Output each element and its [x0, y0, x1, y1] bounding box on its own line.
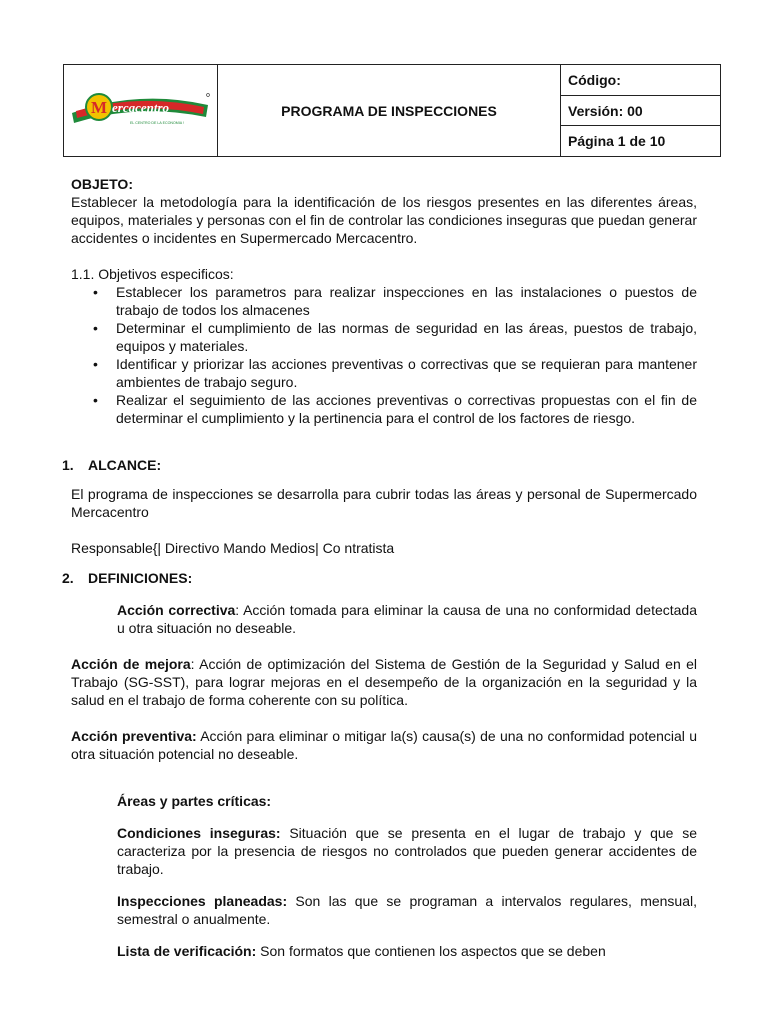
definition-term: Acción correctiva: [117, 602, 236, 618]
logo-tagline: EL CENTRO DE LA ECONOMIA !: [130, 121, 184, 125]
mercacentro-logo: [68, 87, 212, 131]
document-meta: [561, 65, 720, 156]
definiciones-section-heading: [62, 569, 697, 587]
definition-text: Son formatos que contienen los aspectos que se deben: [256, 943, 606, 959]
section-title: ALCANCE:: [88, 457, 162, 473]
list-item: • Identificar y priorizar las acciones preventivas o correctivas que se requieran para mantener ambientes de trabajo seguro.: [71, 355, 697, 391]
document-title: PROGRAMA DE INSPECCIONES: [218, 65, 561, 156]
document-header: [63, 64, 721, 157]
page-label: Página 1 de 10: [568, 133, 666, 150]
definition-term: Acción preventiva:: [71, 728, 197, 744]
section-title: DEFINICIONES:: [88, 570, 193, 586]
definition-text: Son las que se programan a intervalos regulares, mensual, semestral o anualmente.: [117, 893, 697, 927]
objeto-text: Establecer la metodología para la identificación de los riesgos presentes en las diferentes áreas, equipos, materiales y personas con el fin de controlar las condiciones inseguras que puedan generar accidentes o incidentes en Supermercado Mercacentro.: [71, 194, 697, 246]
definition-item: [71, 792, 697, 810]
version-label: Versión: 00: [561, 96, 720, 127]
section-number: 2.: [62, 570, 74, 586]
definition-term: Áreas y partes críticas:: [117, 793, 272, 809]
code-label: Código:: [561, 65, 720, 96]
section-number: 1.: [62, 457, 74, 473]
responsable-text: Responsable{| Directivo Mando Medios| Co ntratista: [71, 540, 395, 556]
definition-text: Acción para eliminar o mitigar la(s) causa(s) de una no conformidad potencial u otra situación potencial no deseable.: [71, 728, 697, 762]
definition-text: : Acción de optimización del Sistema de Gestión de la Seguridad y Salud en el Trabajo (SG-SST), para lograr mejoras en el desempeño de la organización en la seguridad y la salud en el trabajo de forma coherente con su política.: [71, 656, 698, 708]
definition-item: [71, 892, 697, 928]
definition-term: Lista de verificación:: [117, 943, 257, 959]
list-item: • Establecer los parametros para realizar inspecciones en las instalaciones o puestos de trabajo de todos los almacenes: [71, 283, 697, 319]
definition-text: : Acción tomada para eliminar la causa de una no conformidad detectada u otra situación no deseable.: [117, 602, 697, 636]
svg-text:M: M: [90, 98, 108, 117]
objetivos-list: [71, 283, 697, 427]
logo-wordmark: ercacentro: [112, 100, 170, 115]
definition-text: Situación que se presenta en el lugar de trabajo y que se caracteriza por la presencia de riesgos no controlados que pueden generar accidentes de trabajo.: [117, 825, 697, 877]
list-item: • Determinar el cumplimiento de las normas de seguridad en las áreas, puestos de trabajo, equipos y materiales.: [71, 319, 697, 355]
definition-term: Acción de mejora: [71, 656, 191, 672]
definition-item: [71, 655, 697, 709]
definition-term: Condiciones inseguras:: [117, 825, 281, 841]
list-item: • Realizar el seguimiento de las acciones preventivas o correctivas propuestas con el fin de determinar el cumplimiento y la pertinencia para el control de los factores de riesgo.: [71, 391, 697, 427]
objetivos-heading: 1.1. Objetivos especificos:: [71, 266, 234, 282]
definition-item: [71, 601, 697, 637]
document-body: [62, 175, 698, 960]
logo-cell: [64, 65, 218, 156]
objeto-heading: OBJETO:: [71, 176, 133, 192]
alcance-text: El programa de inspecciones se desarrolla para cubrir todas las áreas y personal de Supermercado Mercacentro: [71, 486, 697, 520]
definition-item: [71, 824, 697, 878]
definition-term: Inspecciones planeadas:: [117, 893, 288, 909]
alcance-section-heading: [62, 456, 697, 474]
definition-item: [71, 727, 697, 763]
definition-item: [71, 942, 697, 960]
